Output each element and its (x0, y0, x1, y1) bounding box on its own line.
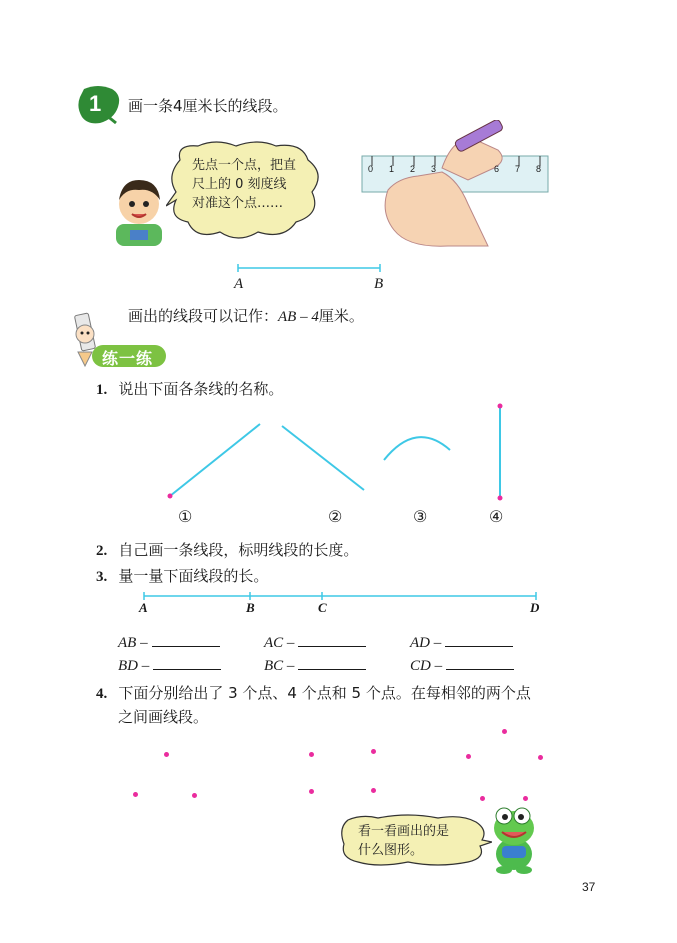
dot (371, 788, 376, 793)
q4-text-line1: 下面分别给出了 3 个点、4 个点和 5 个点。在每相邻的两个点 (118, 684, 531, 702)
boy-speech-line: 尺上的 0 刻度线 (192, 177, 287, 192)
q3-point-label: C (318, 600, 327, 615)
q3-point-label: A (139, 600, 148, 615)
q4-text-line2: 之间画线段。 (118, 708, 209, 726)
segment-label-a: A (234, 276, 244, 292)
answer-blank[interactable] (298, 631, 366, 647)
q4-line (96, 682, 531, 703)
dot (523, 796, 528, 801)
q3-answer-ad (410, 631, 513, 652)
q3-answer-label: CD – (410, 658, 443, 674)
q3-answer-bd (118, 654, 221, 675)
answer-blank[interactable] (445, 631, 513, 647)
q3-answer-label: AC – (264, 635, 295, 651)
q1-lines-figure (160, 398, 520, 508)
segment-ab (230, 262, 390, 274)
q3-answer-label: BD – (118, 658, 150, 674)
practice-banner (92, 345, 166, 367)
ruler-number: 3 (431, 164, 437, 174)
boy-speech-bubble (166, 140, 326, 244)
dot (371, 749, 376, 754)
q2-text: 自己画一条线段，标明线段的长度。 (118, 541, 359, 559)
dot (309, 752, 314, 757)
q3-answer-ac (264, 631, 366, 652)
q3-number: 3. (96, 569, 108, 585)
q3-text: 量一量下面线段的长。 (118, 567, 269, 585)
frog-speech-line: 看一看画出的是 (358, 824, 450, 839)
ruler-number: 2 (410, 164, 416, 174)
notation-line (128, 305, 364, 326)
dot (466, 754, 471, 759)
dot (133, 792, 138, 797)
ruler-number: 0 (368, 164, 374, 174)
dot (538, 755, 543, 760)
q3-answer-bc (264, 654, 366, 675)
q1-label: ④ (489, 509, 504, 526)
answer-blank[interactable] (152, 631, 220, 647)
page-number: 37 (582, 880, 596, 894)
answer-blank[interactable] (298, 654, 366, 670)
segment-label-b: B (374, 276, 384, 292)
q2-number: 2. (96, 543, 108, 559)
q4-number: 4. (96, 686, 108, 702)
q3-answer-label: AB – (118, 635, 148, 651)
boy-speech-line: 先点一个点，把直 (192, 158, 297, 173)
ruler-number: 8 (536, 164, 542, 174)
q3-line (96, 565, 268, 586)
q3-answer-label: BC – (264, 658, 295, 674)
q3-point-label: D (530, 600, 540, 615)
dot (164, 752, 169, 757)
dot (192, 793, 197, 798)
notation-expr: AB – 4 (278, 309, 319, 325)
ruler-hand-illustration (358, 120, 552, 248)
ruler-number: 1 (389, 164, 395, 174)
q1-label: ① (178, 509, 193, 526)
practice-banner-text: 练一练 (102, 349, 154, 368)
example-title: 画一条4厘米长的线段。 (128, 97, 288, 115)
answer-blank[interactable] (446, 654, 514, 670)
frog-speech-line: 什么图形。 (358, 843, 424, 858)
q1-number: 1. (96, 382, 108, 398)
ruler-number: 7 (515, 164, 521, 174)
q1-line (96, 378, 283, 399)
answer-blank[interactable] (153, 654, 221, 670)
example-number-leaf (76, 85, 122, 125)
boy-speech-line: 对准这个点…… (192, 196, 284, 211)
dot (309, 789, 314, 794)
q1-label: ② (328, 509, 343, 526)
q3-segment (140, 590, 542, 602)
boy-illustration (108, 174, 170, 246)
q1-label: ③ (413, 509, 428, 526)
frog-illustration (488, 802, 540, 874)
example-number: 1 (89, 91, 102, 116)
q3-answer-ab (118, 631, 220, 652)
q1-text: 说出下面各条线的名称。 (118, 380, 284, 398)
dot (502, 729, 507, 734)
q2-line (96, 539, 358, 560)
dot (480, 796, 485, 801)
notation-prefix: 画出的线段可以记作： (128, 307, 279, 325)
frog-speech-bubble (338, 812, 492, 868)
q3-answer-label: AD – (410, 635, 442, 651)
notation-suffix: 厘米。 (318, 307, 364, 325)
q3-point-label: B (246, 600, 255, 615)
q3-answer-cd (410, 654, 514, 675)
ruler-number: 6 (494, 164, 500, 174)
